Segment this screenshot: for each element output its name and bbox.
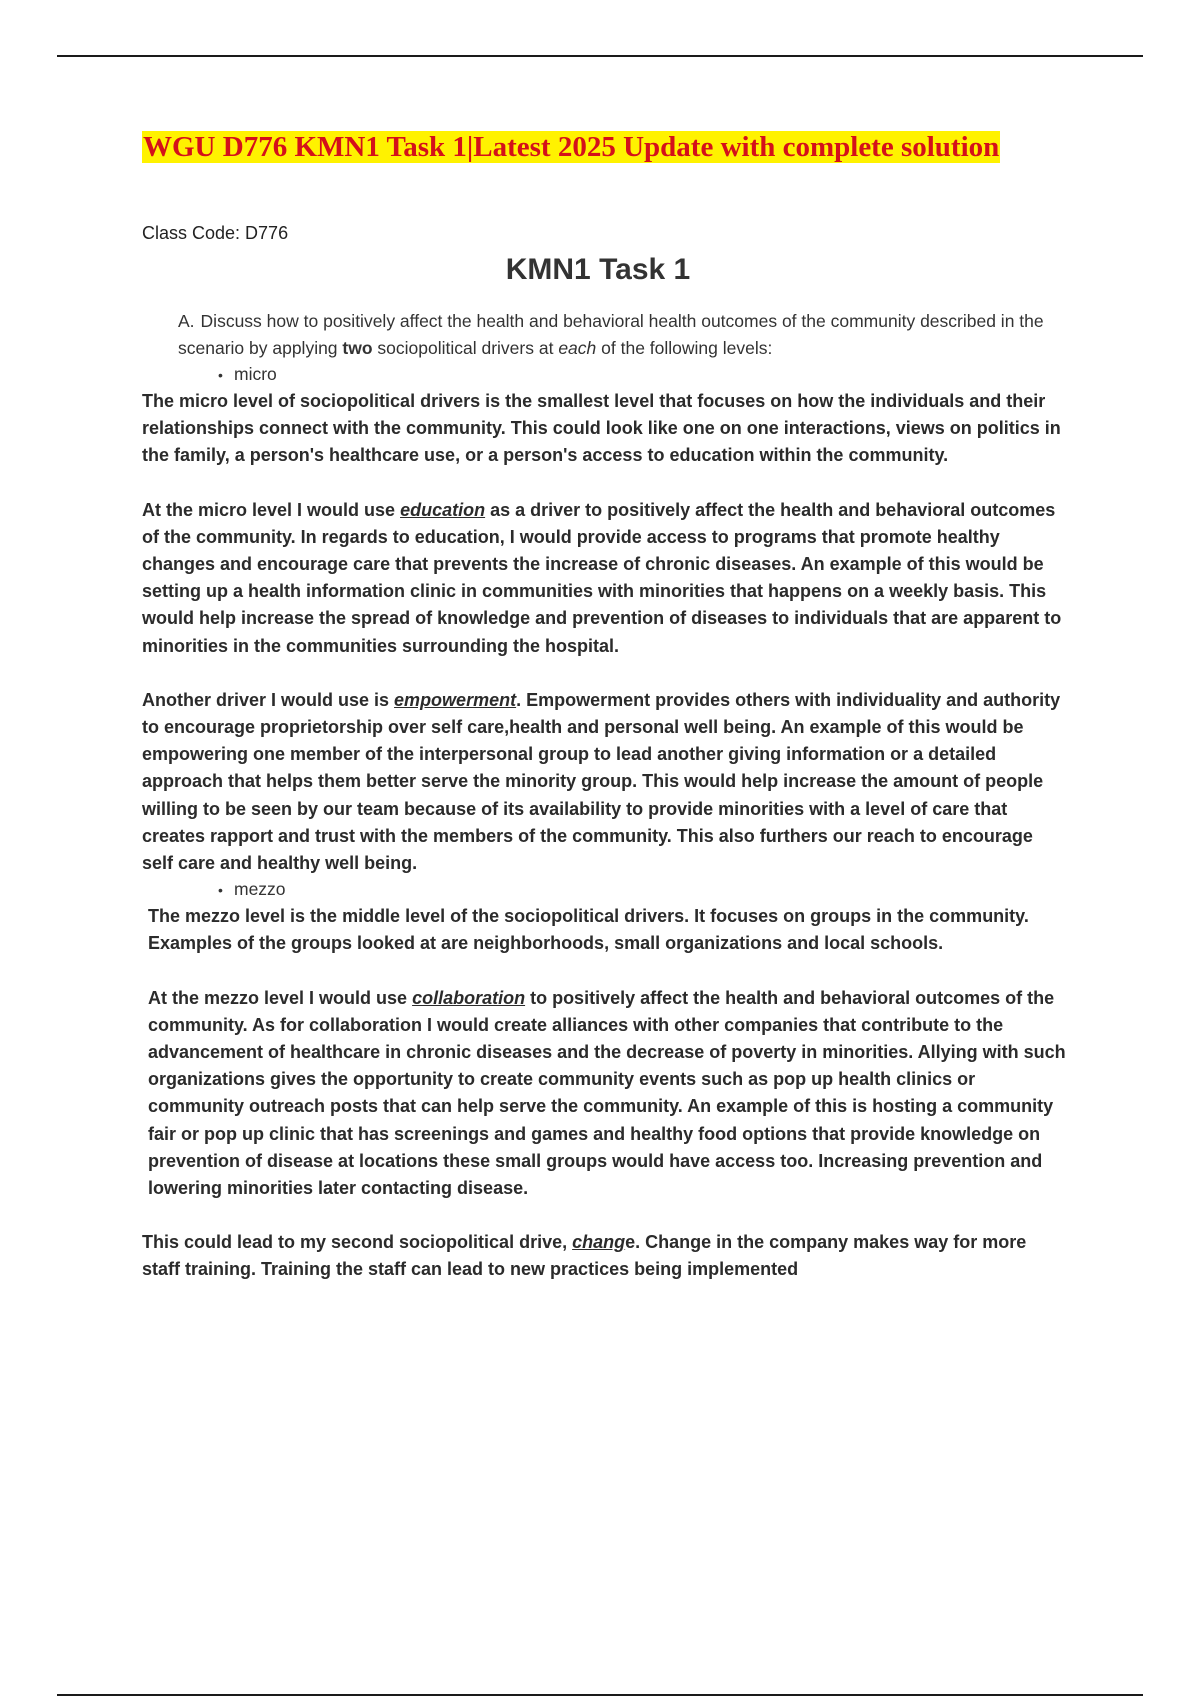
bullet-dot-icon: • [218, 367, 223, 383]
collaboration-after: to positively affect the health and behavioral outcomes of the community. As for collaboration I would create alliances with other companies that contribute to the advancement of healthcare in chronic diseases and the decrease of poverty in minorities. Allying with such organizations gives the opportunity to create community events such as pop up health clinics or community outreach posts that can help serve the community. An example of this is hosting a community fair or pop up clinic that has screenings and games and healthy food options that provide knowledge on prevention of disease at locations these small groups would have access too. Increasing prevention and lowering minorities later contacting disease. [148, 987, 1066, 1199]
term-collaboration: collaboration [412, 987, 526, 1008]
education-before: At the micro level I would use [142, 499, 401, 520]
change-after: e. Change in the company makes way for more staff training. Training the staff can lead to new practices being implemented [142, 1232, 1027, 1280]
class-code: Class Code: D776 [142, 223, 289, 243]
bottom-rule [57, 1694, 1143, 1696]
question-italic: each [558, 338, 597, 358]
question-text-3: of the following levels: [596, 338, 773, 358]
collaboration-before: At the mezzo level I would use [148, 987, 413, 1008]
question-text-2: sociopolitical drivers at [372, 338, 559, 358]
top-rule [57, 55, 1143, 57]
paragraph-empowerment [142, 687, 1062, 877]
title-highlight: WGU D776 KMN1 Task 1|Latest 2025 Update with complete solution [143, 131, 1000, 163]
bullet-mezzo-label: mezzo [234, 879, 286, 900]
paragraph-change [142, 1229, 1062, 1283]
bullet-micro [218, 362, 1054, 388]
paragraph-collaboration [142, 985, 1068, 1203]
question-a [178, 308, 1058, 362]
change-before: This could lead to my second sociopolitical drive, [142, 1232, 573, 1253]
term-empowerment: empowerment [394, 689, 517, 710]
bullet-dot-icon: • [218, 882, 223, 899]
question-text-1: Discuss how to positively affect the health and behavioral health outcomes of the community described in the scenario by applying [178, 311, 1044, 358]
document-title [142, 128, 1054, 166]
document-body [142, 128, 1066, 1284]
paragraph-micro-intro: The micro level of sociopolitical drivers is the smallest level that focuses on how the individuals and their relationships connect with the community. This could look like one on one interactions, views on politics in the family, a person's healthcare use, or a person's access to education within the community. [142, 391, 1061, 466]
question-label: A. [178, 311, 195, 331]
education-after: as a driver to positively affect the health and behavioral outcomes of the community. In regards to education, I would provide access to programs that promote healthy changes and encourage care that prevents the increase of chronic diseases. An example of this would be setting up a health information clinic in communities with minorities that happens on a weekly basis. This would help increase the spread of knowledge and prevention of diseases to individuals that are apparent to minorities in the communities surrounding the hospital. [142, 499, 1062, 656]
paragraph-education [142, 497, 1062, 660]
question-bold: two [342, 338, 373, 358]
empowerment-after: . Empowerment provides others with individuality and authority to encourage proprietorship over self care,health and personal well being. An example of this would be empowering one member of the interpersonal group to lead another giving information or a detailed approach that helps them better serve the minority group. This would help increase the amount of people willing to be seen by our team because of its availability to provide minorities with a level of care that creates rapport and trust with the members of the community. This also furthers our reach to encourage self care and healthy well being. [142, 689, 1061, 874]
term-change: chang [572, 1232, 626, 1253]
bullet-micro-label: micro [234, 364, 277, 384]
paragraph-mezzo-intro: The mezzo level is the middle level of the sociopolitical drivers. It focuses on groups in the community. Examples of the groups looked at are neighborhoods, small organizations and local schools. [148, 906, 1029, 954]
empowerment-before: Another driver I would use is [142, 689, 395, 710]
task-heading: KMN1 Task 1 [505, 253, 691, 286]
term-education: education [400, 499, 486, 520]
bullet-mezzo [218, 877, 1054, 903]
